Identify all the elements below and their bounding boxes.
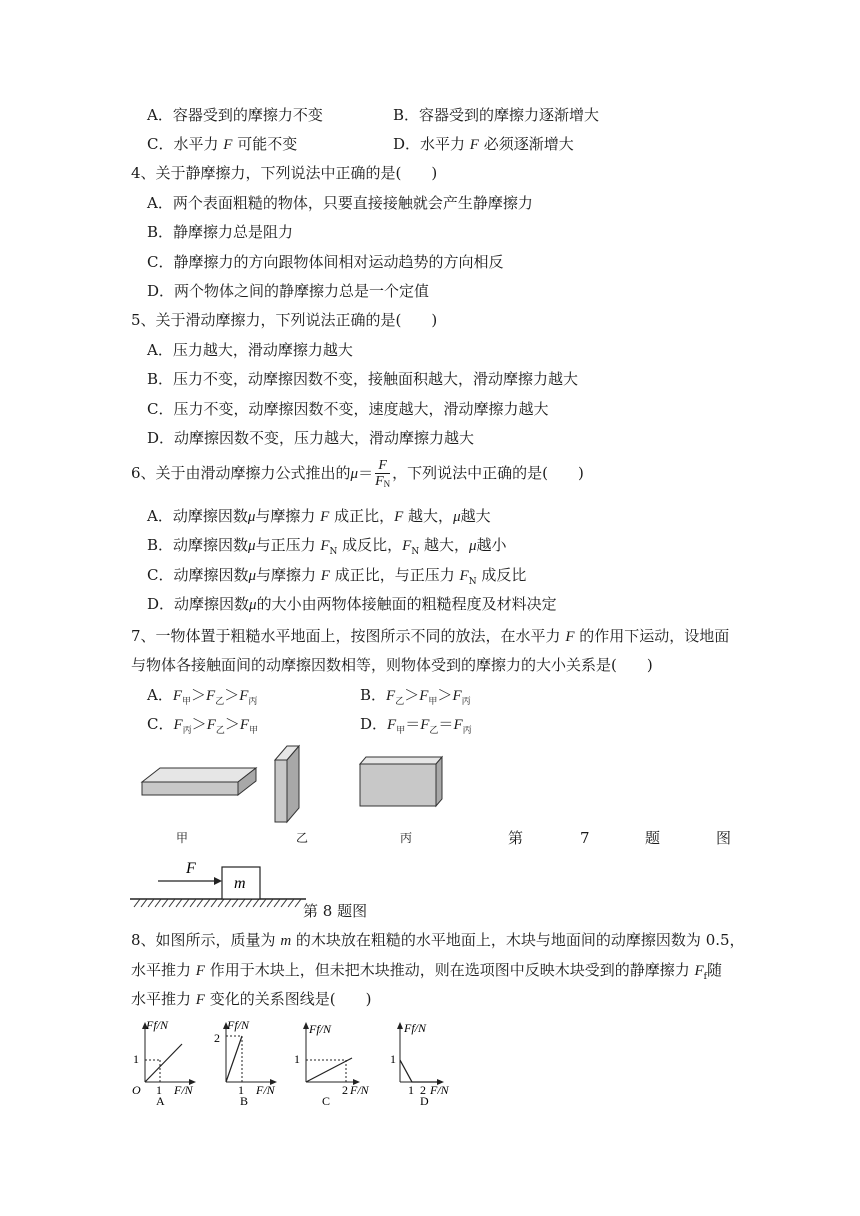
q6-formula: $\frac{F}{FN}$ (375, 458, 391, 489)
graph-a-ytick: 1 (133, 1052, 139, 1066)
q5-option-d: D．动摩擦因数不变，压力越大，滑动摩擦力越大 (147, 429, 475, 447)
graph-a-label: A (156, 1094, 165, 1106)
graph-b-ylabel: Ff/N (227, 1018, 250, 1032)
q6-stem: 6、关于由滑动摩擦力公式推出的μ＝ $\frac{F}{FN}$ ，下列说法中正确的是( ) (131, 458, 584, 489)
block-jia (142, 768, 256, 795)
q7-fig-label-4: 图 (716, 829, 732, 847)
graph-b-xtick: 1 (238, 1083, 244, 1097)
q7-option-a: A．$F_甲>F_乙>F_丙$ (147, 686, 258, 707)
q4-option-b: B．静摩擦力总是阻力 (147, 223, 294, 241)
block-bing (360, 757, 442, 806)
graph-c-ytick: 1 (294, 1052, 300, 1066)
q3-option-b: B．容器受到的摩擦力逐渐增大 (393, 106, 600, 124)
q7-option-d: D．$F_甲=F_乙=F_丙$ (360, 715, 472, 736)
q8-fig-label: 第 8 题图 (303, 902, 368, 920)
q6-option-d: D．动摩擦因数μ的大小由两物体接触面的粗糙程度及材料决定 (147, 595, 557, 613)
graph-d-ylabel: Ff/N (404, 1021, 427, 1035)
q4-option-a: A．两个表面粗糙的物体，只要直接接触就会产生静摩擦力 (147, 194, 533, 212)
q6-option-b: B．动摩擦因数μ与正压力 $F_N$ 成反比，$F_N$ 越大，μ越小 (147, 536, 507, 557)
force-label: F (186, 860, 196, 877)
q3-option-d: D．水平力 F 必须逐渐增大 (393, 135, 574, 153)
q7-stem-line2: 与物体各接触面间的动摩擦因数相等，则物体受到的摩擦力的大小关系是( ) (131, 656, 653, 674)
q8-figure (128, 855, 308, 915)
q7-option-b: B．$F_乙>F_甲>F_丙$ (360, 686, 471, 707)
graph-c (294, 1022, 370, 1106)
q4-option-d: D．两个物体之间的静摩擦力总是一个定值 (147, 282, 430, 300)
graph-b-xlabel: F/N (256, 1083, 275, 1097)
q3-option-a: A．容器受到的摩擦力不变 (147, 106, 323, 124)
ground-hatch (134, 899, 301, 907)
graph-a-origin: O (132, 1083, 141, 1097)
q4-option-c: C．静摩擦力的方向跟物体间相对运动趋势的方向相反 (147, 253, 504, 271)
q7-fig-label-3: 题 (645, 829, 661, 847)
q7-fig-label-1: 第 (508, 829, 524, 847)
graph-b-label: B (240, 1094, 249, 1106)
q7-fig-label-2: 7 (580, 829, 590, 847)
graph-c-ylabel: Ff/N (309, 1022, 332, 1036)
graph-c-xlabel: F/N (350, 1083, 369, 1097)
graph-d-xlabel: F/N (430, 1083, 449, 1097)
q5-option-a: A．压力越大，滑动摩擦力越大 (147, 341, 353, 359)
block-yi (275, 746, 299, 822)
q6-option-a: A．动摩擦因数μ与摩擦力 F 成正比，F 越大，μ越大 (147, 507, 491, 525)
graph-a-ylabel: Ff/N (146, 1018, 169, 1032)
q7-option-c: C．$F_丙>F_乙>F_甲$ (147, 715, 259, 736)
q6-option-c: C．动摩擦因数μ与摩擦力 F 成正比，与正压力 $F_N$ 成反比 (147, 566, 527, 587)
graph-a-xtick: 1 (156, 1083, 162, 1097)
q4-stem: 4、关于静摩擦力，下列说法中正确的是( ) (131, 164, 438, 182)
graph-b (214, 1018, 277, 1106)
graph-d-xtick-2: 2 (420, 1083, 426, 1097)
graph-d (390, 1021, 450, 1106)
graph-b-ytick: 2 (214, 1031, 220, 1045)
q8-stem-line3: 水平推力 F 变化的关系图线是( ) (131, 990, 372, 1008)
q7-figure (130, 740, 470, 840)
q8-stem-line2: 水平推力 F 作用于木块上，但未把木块推动，则在选项图中反映木块受到的静摩擦力 $F_f$随 (131, 961, 723, 982)
q5-option-b: B．压力不变，动摩擦因数不变，接触面积越大，滑动摩擦力越大 (147, 370, 579, 388)
q5-stem: 5、关于滑动摩擦力，下列说法正确的是( ) (131, 311, 438, 329)
label-bing: 丙 (400, 831, 413, 845)
graph-a-xlabel: F/N (174, 1083, 193, 1097)
graph-c-xtick: 2 (342, 1083, 348, 1097)
mass-label: m (234, 875, 246, 892)
graph-d-ytick: 1 (390, 1052, 396, 1066)
q8-graphs (128, 1018, 468, 1106)
label-yi: 乙 (296, 831, 309, 845)
q3-option-c: C．水平力 F 可能不变 (147, 135, 298, 153)
q5-option-c: C．压力不变，动摩擦因数不变，速度越大，滑动摩擦力越大 (147, 400, 549, 418)
graph-c-label: C (322, 1094, 331, 1106)
graph-d-label: D (420, 1094, 429, 1106)
graph-a (132, 1018, 196, 1106)
label-jia: 甲 (176, 831, 189, 845)
q8-stem-line1: 8、如图所示，质量为 m 的木块放在粗糙的水平地面上，木块与地面间的动摩擦因数为 0.5， (131, 931, 745, 949)
graph-d-xtick-1: 1 (408, 1083, 414, 1097)
q7-stem-line1: 7、一物体置于粗糙水平地面上，按图所示不同的放法，在水平力 F 的作用下运动，设地面 (131, 627, 730, 645)
